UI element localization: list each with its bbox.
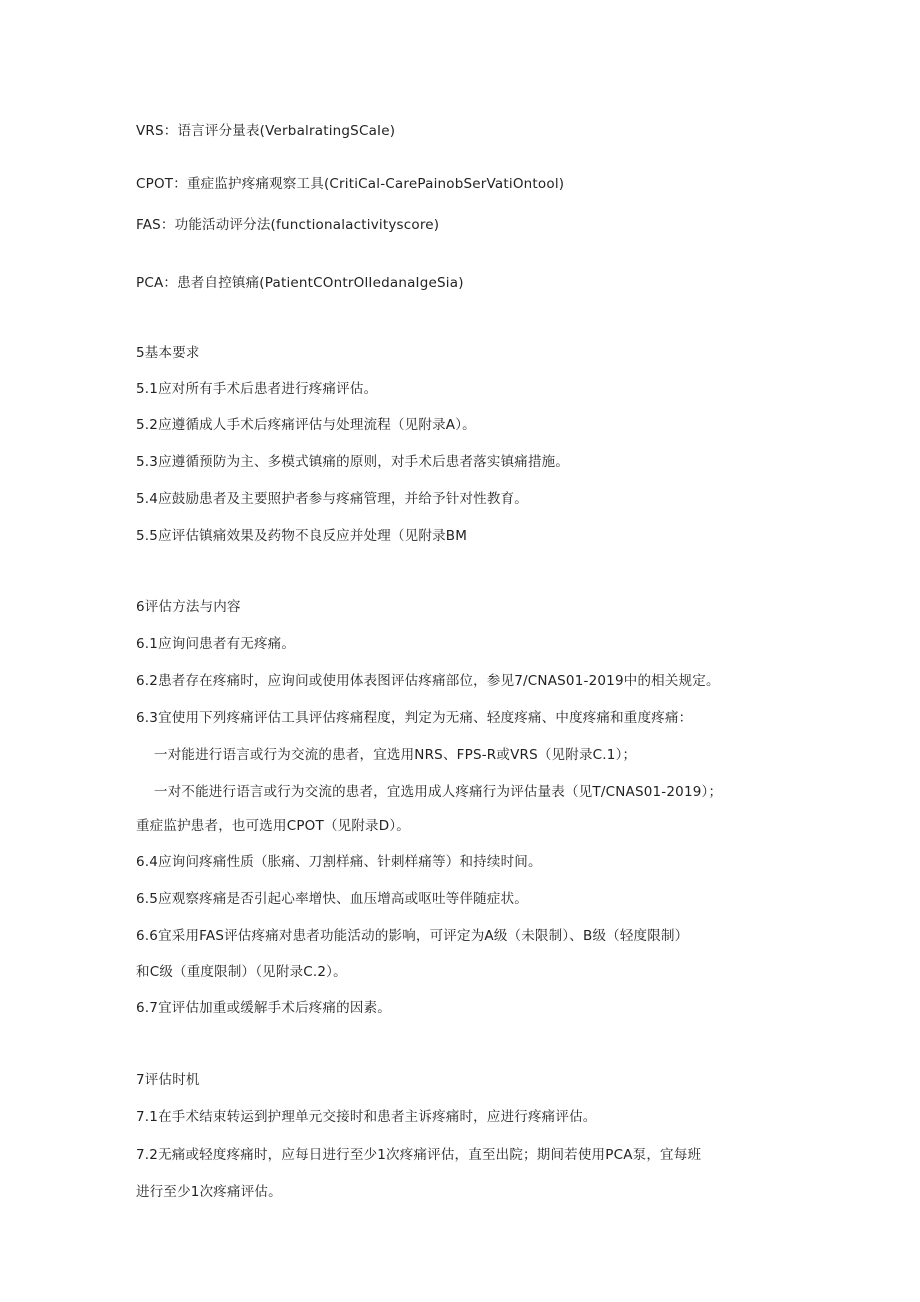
clause-5-1: 5.1应对所有手术后患者进行疼痛评估。 bbox=[136, 381, 378, 397]
abbr-vrs: VRS：语言评分量表(VerbalratingSCaIe) bbox=[136, 123, 396, 139]
clause-6-6: 6.6宜采用FAS评估疼痛对患者功能活动的影响，可评定为A级（未限制）、B级（轻度限制） bbox=[136, 928, 689, 944]
clause-6-3-dash-2: 一对不能进行语言或行为交流的患者，宜选用成人疼痛行为评估量表（见T/CNAS01-2019）； bbox=[154, 784, 723, 800]
clause-6-5: 6.5应观察疼痛是否引起心率增快、血压增高或呕吐等伴随症状。 bbox=[136, 891, 528, 907]
clause-5-2: 5.2应遵循成人手术后疼痛评估与处理流程（见附录A）。 bbox=[136, 417, 476, 433]
abbr-pca: PCA：患者自控镇痛(PatientCOntrOlIedanaIgeSia) bbox=[136, 275, 464, 291]
clause-7-2-cont: 进行至少1次疼痛评估。 bbox=[136, 1184, 282, 1200]
section-6-heading: 6评估方法与内容 bbox=[136, 599, 241, 615]
clause-6-4: 6.4应询问疼痛性质（胀痛、刀割样痛、针刺样痛等）和持续时间。 bbox=[136, 854, 542, 870]
clause-5-3: 5.3应遵循预防为主、多模式镇痛的原则，对手术后患者落实镇痛措施。 bbox=[136, 454, 570, 470]
clause-6-2: 6.2患者存在疼痛时，应询问或使用体表图评估疼痛部位，参见7/CNAS01-2019中的相关规定。 bbox=[136, 673, 720, 689]
clause-5-4: 5.4应鼓励患者及主要照护者参与疼痛管理，并给予针对性教育。 bbox=[136, 491, 528, 507]
abbr-fas: FAS：功能活动评分法(functionalactivityscore) bbox=[136, 217, 440, 233]
clause-5-5: 5.5应评估镇痛效果及药物不良反应并处理（见附录BM bbox=[136, 528, 468, 544]
clause-6-3-dash-1: 一对能进行语言或行为交流的患者，宜选用NRS、FPS-R或VRS（见附录C.1）； bbox=[154, 747, 637, 763]
clause-6-1: 6.1应询问患者有无疼痛。 bbox=[136, 636, 296, 652]
section-7-heading: 7评估时机 bbox=[136, 1072, 200, 1088]
clause-7-1: 7.1在手术结束转运到护理单元交接时和患者主诉疼痛时，应进行疼痛评估。 bbox=[136, 1109, 597, 1125]
section-5-heading: 5基本要求 bbox=[136, 345, 200, 361]
abbr-cpot: CPOT：重症监护疼痛观察工具(CritiCal-CarePainobSerVatiOntool) bbox=[136, 176, 565, 192]
clause-7-2: 7.2无痛或轻度疼痛时，应每日进行至少1次疼痛评估，直至出院；期间若使用PCA泵，宜每班 bbox=[136, 1147, 702, 1163]
clause-6-3-cont: 重症监护患者，也可选用CPOT（见附录D）。 bbox=[136, 818, 410, 834]
clause-6-6-cont: 和C级（重度限制）（见附录C.2）。 bbox=[136, 964, 347, 980]
clause-6-7: 6.7宜评估加重或缓解手术后疼痛的因素。 bbox=[136, 1000, 391, 1016]
clause-6-3: 6.3宜使用下列疼痛评估工具评估疼痛程度，判定为无痛、轻度疼痛、中度疼痛和重度疼痛： bbox=[136, 710, 693, 726]
